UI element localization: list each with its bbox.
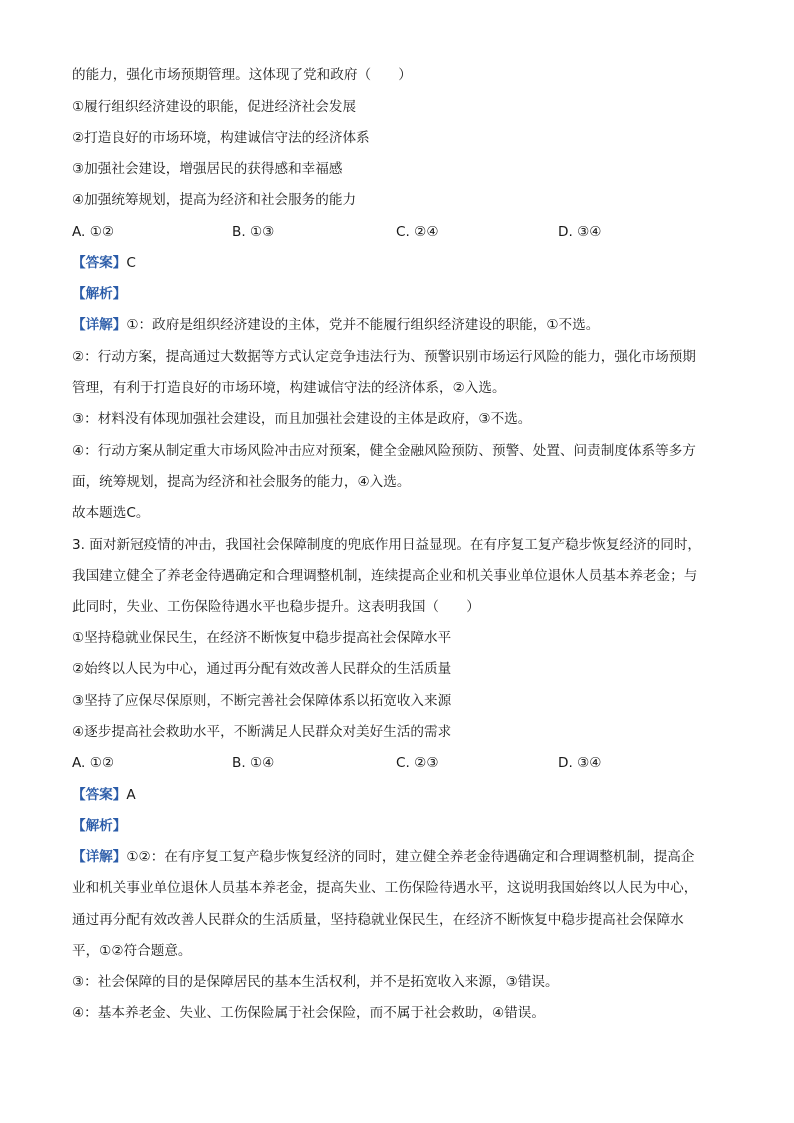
detail-line: 面，统筹规划，提高为经济和社会服务的能力，④入选。 (72, 474, 411, 490)
detail-line: 平，①②符合题意。 (72, 943, 192, 959)
question-stem: 3. 面对新冠疫情的冲击，我国社会保障制度的兜底作用日益显现。在有序复工复产稳步恢复经济的同时， (72, 537, 702, 553)
choice-item-1: ①坚持稳就业保民生，在经济不断恢复中稳步提高社会保障水平 (72, 630, 452, 646)
conclusion-line: 故本题选C。 (72, 505, 150, 521)
option-c: C. ②④ (396, 224, 439, 240)
detail-label: 【详解】 (72, 849, 127, 865)
answer-label: 【答案】 (72, 787, 127, 803)
choice-item-3: ③加强社会建设，增强居民的获得感和幸福感 (72, 161, 343, 177)
option-d: D. ③④ (558, 755, 602, 771)
option-d: D. ③④ (558, 224, 602, 240)
question-stem: 我国建立健全了养老金待遇确定和合理调整机制，连续提高企业和机关事业单位退休人员基本养老金；与 (72, 568, 698, 584)
option-a: A. ①② (72, 755, 115, 771)
choice-item-1: ①履行组织经济建设的职能，促进经济社会发展 (72, 99, 357, 115)
question-stem: 此同时，失业、工伤保险待遇水平也稳步提升。这表明我国（ ） (72, 599, 480, 615)
analysis-label: 【解析】 (72, 818, 127, 834)
detail-line: 通过再分配有效改善人民群众的生活质量，坚持稳就业保民生，在经济不断恢复中稳步提高社会保障水 (72, 912, 684, 928)
detail-label: 【详解】 (72, 317, 127, 333)
option-c: C. ②③ (396, 755, 439, 771)
choice-item-2: ②打造良好的市场环境，构建诚信守法的经济体系 (72, 130, 370, 146)
answer-value: C (126, 255, 136, 271)
detail-line: 【详解】①：政府是组织经济建设的主体，党并不能履行组织经济建设的职能，①不选。 (72, 317, 600, 333)
option-a: A. ①② (72, 224, 115, 240)
detail-line: 管理，有利于打造良好的市场环境，构建诚信守法的经济体系，②入选。 (72, 380, 506, 396)
detail-line: ②：行动方案，提高通过大数据等方式认定竞争违法行为、预警识别市场运行风险的能力，强化市场预期 (72, 349, 696, 365)
choice-item-4: ④逐步提高社会救助水平，不断满足人民群众对美好生活的需求 (72, 724, 452, 740)
analysis-label: 【解析】 (72, 286, 127, 302)
answer-label: 【答案】 (72, 255, 127, 271)
choice-item-2: ②始终以人民为中心，通过再分配有效改善人民群众的生活质量 (72, 661, 452, 677)
answer-value: A (126, 787, 136, 803)
detail-line: ④：行动方案从制定重大市场风险冲击应对预案，健全金融风险预防、预警、处置、问责制度体系等多方 (72, 443, 696, 459)
option-b: B. ①④ (232, 755, 275, 771)
choice-item-3: ③坚持了应保尽保原则，不断完善社会保障体系以拓宽收入来源 (72, 693, 452, 709)
option-b: B. ①③ (232, 224, 275, 240)
detail-line: ③：材料没有体现加强社会建设，而且加强社会建设的主体是政府，③不选。 (72, 411, 532, 427)
answer-line (72, 254, 136, 272)
answer-line (72, 786, 136, 804)
detail-line: ③：社会保障的目的是保障居民的基本生活权利，并不是拓宽收入来源，③错误。 (72, 974, 559, 990)
detail-line: 【详解】①②：在有序复工复产稳步恢复经济的同时，建立健全养老金待遇确定和合理调整机制，提高企 (72, 849, 695, 865)
choice-item-4: ④加强统筹规划，提高为经济和社会服务的能力 (72, 192, 357, 208)
detail-line: ④：基本养老金、失业、工伤保险属于社会保险，而不属于社会救助，④错误。 (72, 1005, 545, 1021)
detail-line: 业和机关事业单位退休人员基本养老金，提高失业、工伤保险待遇水平，这说明我国始终以人民为中心， (72, 880, 698, 896)
question-stem-tail: 的能力，强化市场预期管理。这体现了党和政府（ ） (72, 67, 412, 83)
